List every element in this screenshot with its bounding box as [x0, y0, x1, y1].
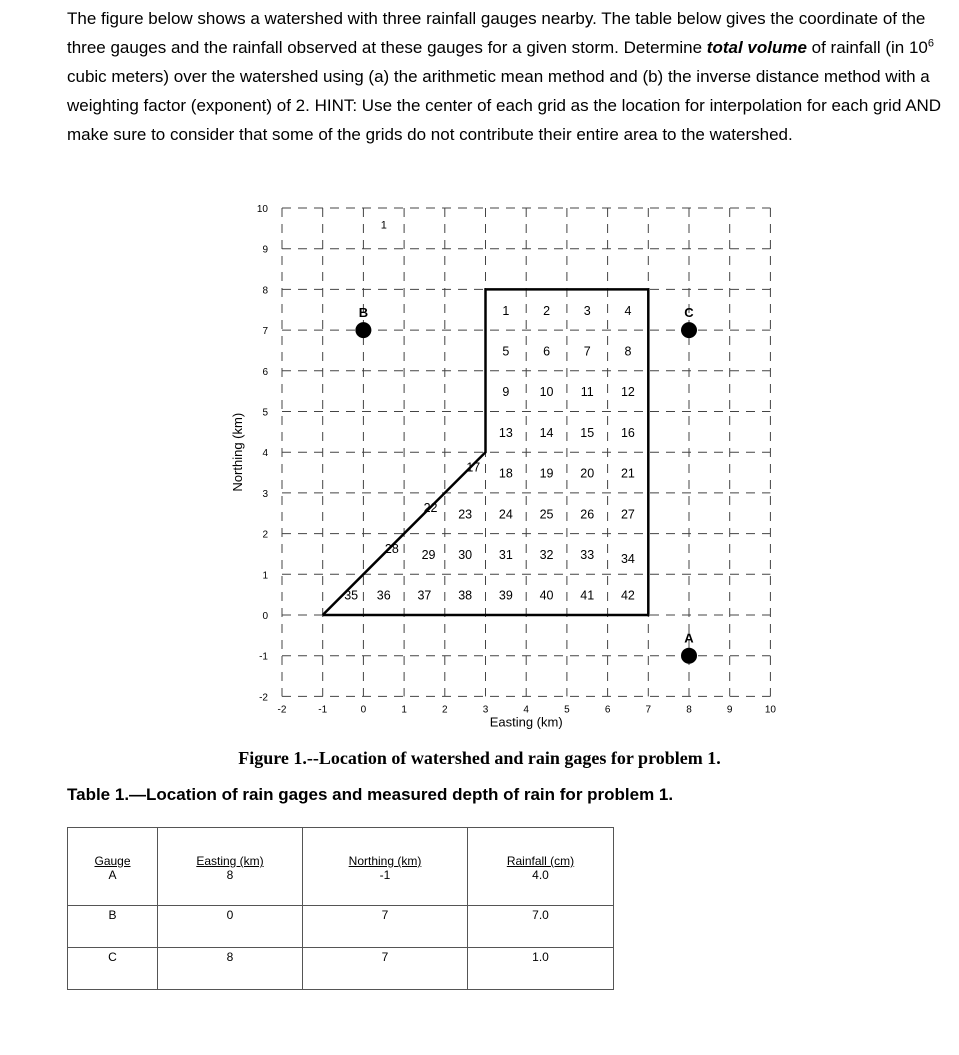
header-gauge: Gauge [94, 854, 131, 868]
y-axis-label: Northing (km) [230, 412, 245, 492]
grid-cell-number: 6 [543, 344, 551, 359]
grid-cell-number: 40 [539, 588, 554, 603]
grid-cell-number: 8 [624, 344, 632, 359]
grid-cell-number: 2 [543, 303, 551, 318]
grid-cell-number: 37 [417, 588, 432, 603]
grid-cell-number: 9 [502, 385, 510, 400]
grid-cell-number: 16 [620, 425, 635, 440]
grid-lines [282, 208, 770, 696]
grid-cell-number: 38 [458, 588, 473, 603]
row-a-northing: -1 [379, 868, 391, 882]
problem-unit-prefix: of rainfall (in 10 [811, 38, 928, 57]
grid-cell-number: 41 [580, 588, 595, 603]
y-tick-label: 9 [262, 244, 268, 256]
y-tick-label: 2 [262, 529, 268, 541]
y-tick-label: 5 [262, 407, 268, 419]
table-header-row [68, 828, 614, 906]
x-tick-label: 5 [564, 704, 570, 716]
y-tick-label: 6 [262, 366, 268, 378]
grid-cell-number: 7 [583, 344, 591, 359]
grid-cell-number: 27 [620, 507, 635, 522]
rain-gauge-marker [681, 322, 697, 338]
grid-cell-number: 10 [539, 385, 554, 400]
y-tick-label: 8 [262, 285, 268, 297]
grid-cell-number: 18 [498, 466, 513, 481]
grid-cell-number: 35 [344, 588, 359, 603]
problem-unit-exponent: 6 [927, 37, 934, 50]
grid-cell-number: 33 [580, 547, 595, 562]
table-title: Table 1.—Location of rain gages and measured depth of rain for problem 1. [67, 785, 674, 804]
table-cell: 7 [303, 948, 468, 990]
grid-cell-number: 25 [539, 507, 554, 522]
watershed-figure [220, 196, 780, 736]
rain-gauge-marker [355, 322, 371, 338]
stray-label: 1 [380, 219, 387, 232]
row-a-rainfall: 4.0 [532, 868, 549, 882]
grid-cell-number: 26 [580, 507, 595, 522]
x-tick-label: 9 [726, 704, 733, 716]
grid-cell-number: 22 [423, 501, 438, 516]
table-cell [303, 828, 468, 906]
grid-cell-number: 5 [502, 344, 510, 359]
watershed-layer [323, 219, 697, 663]
grid-cell-number: 32 [539, 547, 554, 562]
grid-cell-number: 36 [376, 588, 391, 603]
table-cell [158, 828, 303, 906]
grid-cell-number: 28 [384, 541, 399, 556]
grid-cell-number: 15 [580, 425, 595, 440]
table-row [68, 948, 614, 990]
problem-intro: The figure below shows a watershed with three rainfall gauges nearby. The table below gives the coordinate of the three gauges and the rainfall observed at these gauges for a given storm. Determine [67, 9, 926, 57]
grid-cell-number: 14 [539, 425, 554, 440]
grid-cell-number: 11 [580, 385, 594, 400]
x-tick-label: -2 [277, 704, 287, 716]
x-tick-label: 3 [482, 704, 489, 716]
y-tick-label: 3 [262, 488, 268, 500]
y-tick-label: 10 [256, 204, 268, 215]
rain-gauge-label: A [684, 630, 694, 646]
row-a-gauge: A [108, 868, 117, 882]
grid-cell-number: 17 [466, 460, 481, 475]
table-cell [468, 828, 614, 906]
problem-statement [67, 4, 947, 149]
x-tick-label: 1 [401, 704, 407, 716]
x-tick-label: 8 [686, 704, 692, 716]
x-tick-label: 0 [360, 704, 367, 716]
y-tick-label: 1 [262, 570, 268, 582]
table-row [68, 906, 614, 948]
header-rainfall: Rainfall (cm) [506, 854, 575, 868]
row-a-easting: 8 [226, 868, 234, 882]
y-tick-label: -1 [259, 651, 268, 663]
table-cell: 7 [303, 906, 468, 948]
grid-cell-number: 19 [539, 466, 554, 481]
grid-cell-number: 12 [620, 385, 635, 400]
grid-cell-number: 21 [620, 466, 635, 481]
grid-cell-number: 24 [498, 507, 513, 522]
y-tick-label: 7 [262, 326, 268, 338]
problem-emphasis: total volume [706, 38, 807, 57]
x-tick-label: 2 [442, 704, 448, 716]
table-cell: 8 [158, 948, 303, 990]
table-cell: 1.0 [468, 948, 614, 990]
x-axis-label: Easting (km) [489, 714, 563, 730]
table-cell: 7.0 [468, 906, 614, 948]
problem-rest: cubic meters) over the watershed using (a) the arithmetic mean method and (b) the inverse distance method with a weighting factor (exponent) of 2. HINT: Use the center of each grid as the location for interpolation for each grid AND make sure to consider that some of the grids do not contribute their entire area to the watershed. [67, 67, 942, 144]
grid-cell-number: 1 [502, 303, 510, 318]
figure-caption: Figure 1.--Location of watershed and rain gages for problem 1. [238, 748, 721, 768]
table-cell: 0 [158, 906, 303, 948]
grid-cell-number: 13 [498, 425, 513, 440]
table-cell: B [68, 906, 158, 948]
y-tick-label: 4 [262, 448, 268, 460]
rain-gauge-label: B [358, 305, 369, 321]
x-tick-label: -1 [318, 704, 328, 716]
x-tick-label: 7 [645, 704, 652, 716]
grid-cell-number: 23 [458, 507, 473, 522]
header-easting: Easting (km) [196, 854, 264, 868]
grid-cell-number: 42 [620, 588, 635, 603]
grid-cell-number: 4 [624, 303, 632, 318]
rain-gauge-label: C [684, 305, 694, 321]
x-tick-label: 4 [523, 704, 529, 716]
y-tick-label: -2 [259, 692, 268, 704]
grid-cell-number: 34 [620, 552, 635, 567]
grid-cell-number: 30 [458, 547, 473, 562]
header-northing: Northing (km) [348, 854, 422, 868]
grid-cell-number: 29 [421, 547, 436, 562]
x-tick-label: 10 [764, 704, 776, 716]
x-tick-label: 6 [604, 704, 611, 716]
table-cell: C [68, 948, 158, 990]
grid-cell-number: 39 [498, 588, 513, 603]
grid-cell-number: 20 [580, 466, 595, 481]
y-tick-label: 0 [262, 611, 268, 622]
gauge-table [67, 827, 614, 990]
table-cell [68, 828, 158, 906]
grid-cell-number: 31 [498, 547, 513, 562]
grid-cell-number: 3 [583, 303, 591, 318]
rain-gauge-marker [681, 648, 697, 664]
